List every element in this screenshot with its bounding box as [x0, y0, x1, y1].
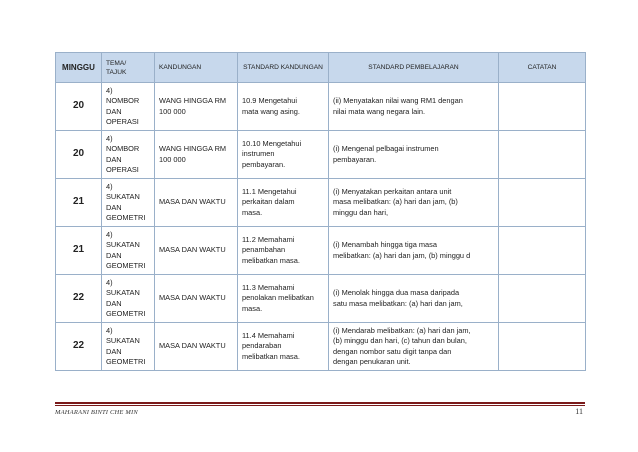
- footer-rule-thick: [55, 402, 585, 404]
- cell-catatan: [499, 83, 586, 131]
- cell-week: 20: [56, 131, 102, 179]
- cell-week: 20: [56, 83, 102, 131]
- cell-standard-pembelajaran: (i) Mengenal pelbagai instrumen pembayaran.: [329, 131, 499, 179]
- cell-kandungan: MASA DAN WAKTU: [155, 323, 238, 371]
- header-standard-pembelajaran: STANDARD PEMBELAJARAN: [329, 53, 499, 83]
- cell-standard-pembelajaran: (i) Menyatakan perkaitan antara unit masa melibatkan: (a) hari dan jam, (b) minggu dan hari,: [329, 179, 499, 227]
- cell-kandungan: WANG HINGGA RM 100 000: [155, 131, 238, 179]
- cell-standard-kandungan: 10.10 Mengetahui instrumen pembayaran.: [238, 131, 329, 179]
- cell-tema: 4) SUKATAN DAN GEOMETRI: [102, 275, 155, 323]
- cell-tema: 4) SUKATAN DAN GEOMETRI: [102, 179, 155, 227]
- header-standard-kandungan: STANDARD KANDUNGAN: [238, 53, 329, 83]
- cell-catatan: [499, 179, 586, 227]
- header-catatan: CATATAN: [499, 53, 586, 83]
- cell-kandungan: MASA DAN WAKTU: [155, 227, 238, 275]
- header-minggu: MINGGU: [56, 53, 102, 83]
- table-row: [56, 131, 586, 179]
- cell-standard-pembelajaran: (i) Menambah hingga tiga masa melibatkan: (a) hari dan jam, (b) minggu d: [329, 227, 499, 275]
- header-tema: TEMA/ TAJUK: [102, 53, 155, 83]
- cell-catatan: [499, 227, 586, 275]
- cell-week: 21: [56, 227, 102, 275]
- footer-author: MAHARANI BINTI CHE MIN: [55, 409, 138, 416]
- cell-catatan: [499, 131, 586, 179]
- cell-catatan: [499, 323, 586, 371]
- cell-tema: 4) NOMBOR DAN OPERASI: [102, 83, 155, 131]
- page-number: 11: [575, 407, 583, 416]
- cell-standard-kandungan: 11.2 Memahami penambahan melibatkan masa.: [238, 227, 329, 275]
- cell-standard-kandungan: 11.1 Mengetahui perkaitan dalam masa.: [238, 179, 329, 227]
- table-row: [56, 227, 586, 275]
- footer-rule-thin: [55, 405, 585, 406]
- cell-kandungan: WANG HINGGA RM 100 000: [155, 83, 238, 131]
- cell-tema: 4) NOMBOR DAN OPERASI: [102, 131, 155, 179]
- cell-week: 22: [56, 275, 102, 323]
- cell-tema: 4) SUKATAN DAN GEOMETRI: [102, 323, 155, 371]
- cell-catatan: [499, 275, 586, 323]
- header-kandungan: KANDUNGAN: [155, 53, 238, 83]
- table-row: [56, 179, 586, 227]
- cell-kandungan: MASA DAN WAKTU: [155, 275, 238, 323]
- cell-standard-pembelajaran: (i) Menolak hingga dua masa daripada satu masa melibatkan: (a) hari dan jam,: [329, 275, 499, 323]
- table-header-row: [56, 53, 586, 83]
- cell-tema: 4) SUKATAN DAN GEOMETRI: [102, 227, 155, 275]
- table-row: [56, 323, 586, 371]
- curriculum-table: [55, 52, 586, 371]
- cell-standard-pembelajaran: (i) Mendarab melibatkan: (a) hari dan jam, (b) minggu dan hari, (c) tahun dan bulan, dengan nombor satu digit tanpa dan dengan penukaran unit.: [329, 323, 499, 371]
- cell-week: 22: [56, 323, 102, 371]
- table-row: [56, 83, 586, 131]
- table-row: [56, 275, 586, 323]
- cell-standard-pembelajaran: (ii) Menyatakan nilai wang RM1 dengan nilai mata wang negara lain.: [329, 83, 499, 131]
- cell-week: 21: [56, 179, 102, 227]
- cell-kandungan: MASA DAN WAKTU: [155, 179, 238, 227]
- cell-standard-kandungan: 10.9 Mengetahui mata wang asing.: [238, 83, 329, 131]
- cell-standard-kandungan: 11.4 Memahami pendaraban melibatkan masa.: [238, 323, 329, 371]
- cell-standard-kandungan: 11.3 Memahami penolakan melibatkan masa.: [238, 275, 329, 323]
